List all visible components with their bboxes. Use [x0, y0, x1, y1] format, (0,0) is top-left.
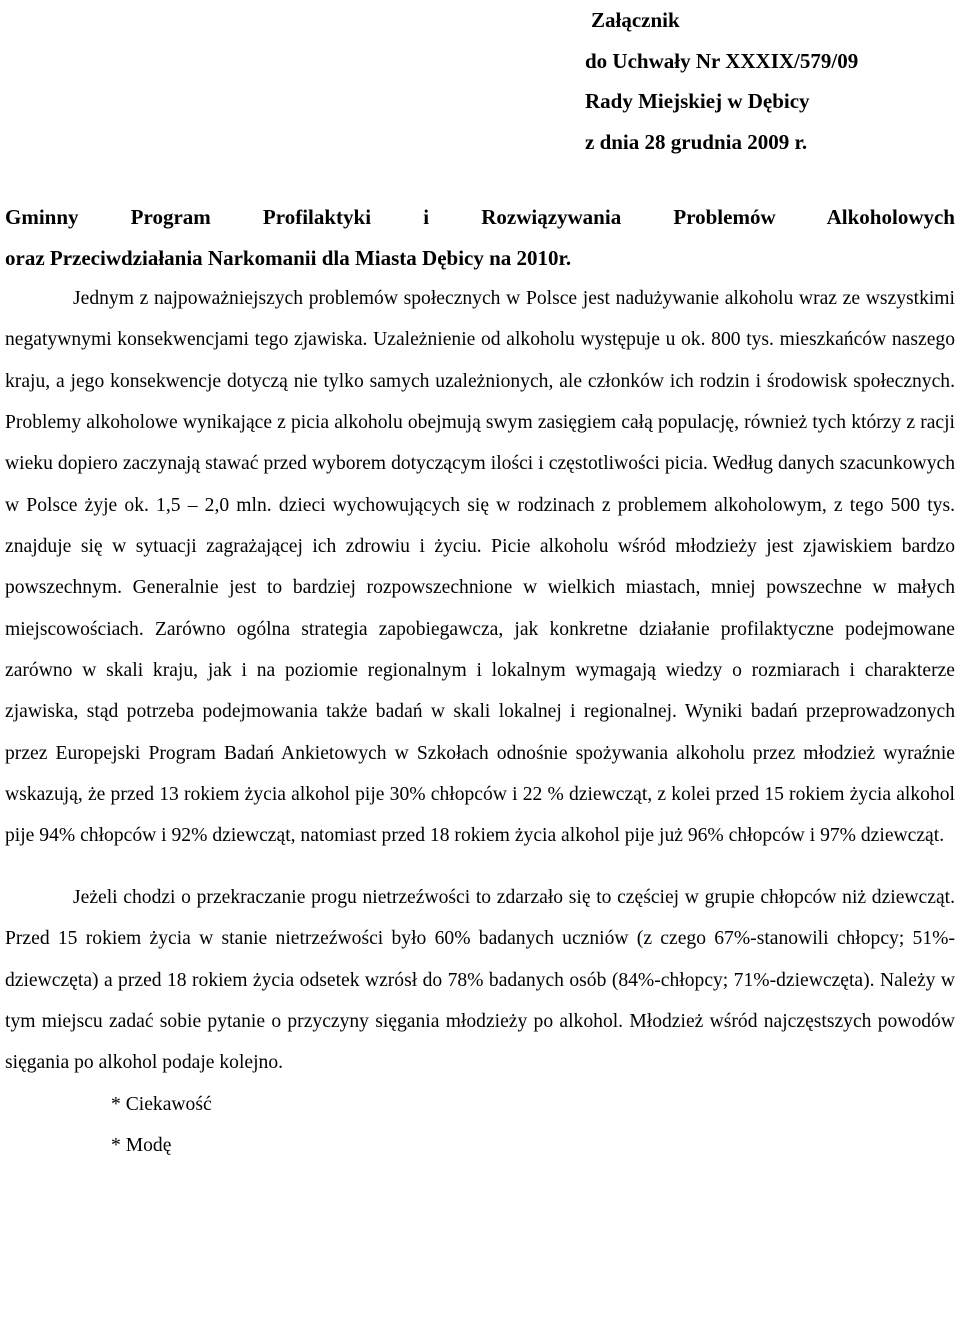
council-name: Rady Miejskiej w Dębicy: [585, 89, 810, 113]
list-item: * Modę: [111, 1134, 172, 1156]
document-title: [5, 197, 955, 278]
annex-header: [585, 0, 858, 162]
resolution-date: z dnia 28 grudnia 2009 r.: [585, 129, 808, 154]
document-body: [5, 278, 955, 1166]
reasons-list: [5, 1084, 955, 1167]
paragraph-2: Jeżeli chodzi o przekraczanie progu nietrzeźwości to zdarzało się to częściej w grupie chłopców niż dziewcząt. Przed 15 rokiem życia w stanie nietrzeźwości było 60% badanych uczniów (z czego 67%-stanowili chłopcy; 51%-dziewczęta) a przed 18 rokiem życia odsetek wzrósł do 78% badanych osób (84%-chłopcy; 71%-dziewczęta). Należy w tym miejscu zadać sobie pytanie o przyczyny sięgania młodzieży po alkohol. Młodzież wśród najczęstszych powodów sięgania po alkohol podaje kolejno.: [5, 886, 955, 1074]
annex-label: Załącznik: [591, 8, 680, 32]
title-line-2: oraz Przeciwdziałania Narkomanii dla Miasta Dębicy na 2010r.: [5, 245, 572, 270]
list-item: * Ciekawość: [111, 1093, 212, 1115]
title-line-1: Gminny Program Profilaktyki i Rozwiązywania Problemów Alkoholowych: [5, 205, 955, 229]
resolution-number: do Uchwały Nr XXXIX/579/09: [585, 48, 859, 73]
paragraph-1: Jednym z najpoważniejszych problemów społecznych w Polsce jest nadużywanie alkoholu wraz ze wszystkimi negatywnymi konsekwencjami tego zjawiska. Uzależnienie od alkoholu występuje u ok. 800 tys. mieszkańców naszego kraju, a jego konsekwencje dotyczą nie tylko samych uzależnionych, ale członków ich rodzin i środowisk społecznych. Problemy alkoholowe wynikające z picia alkoholu obejmują swym zasięgiem całą populację, również tych którzy z racji wieku dopiero zaczynają stawać przed wyborem dotyczącym ilości i częstotliwości picia. Według danych szacunkowych w Polsce żyje ok. 1,5 – 2,0 mln. dzieci wychowujących się w rodzinach z problemem alkoholowym, z tego 500 tys. znajduje się w sytuacji zagrażającej ich zdrowiu i życiu. Picie alkoholu wśród młodzieży jest zjawiskiem bardzo powszechnym. Generalnie jest to bardziej rozpowszechnione w wielkich miastach, mniej powszechne w małych miejscowościach. Zarówno ogólna strategia zapobiegawcza, jak konkretne działanie profilaktyczne podejmowane zarówno w skali kraju, jak i na poziomie regionalnym i lokalnym wymagają wiedzy o rozmiarach i charakterze zjawiska, stąd potrzeba podejmowania także badań w skali lokalnej i regionalnej. Wyniki badań przeprowadzonych przez Europejski Program Badań Ankietowych w Szkołach odnośnie spożywania alkoholu przez młodzież wyraźnie wskazują, że przed 13 rokiem życia alkohol pije 30% chłopców i 22 % dziewcząt, z kolei przed 15 rokiem życia alkohol pije 94% chłopców i 92% dziewcząt, natomiast przed 18 rokiem życia alkohol pije już 96% chłopców i 97% dziewcząt.: [5, 288, 955, 847]
